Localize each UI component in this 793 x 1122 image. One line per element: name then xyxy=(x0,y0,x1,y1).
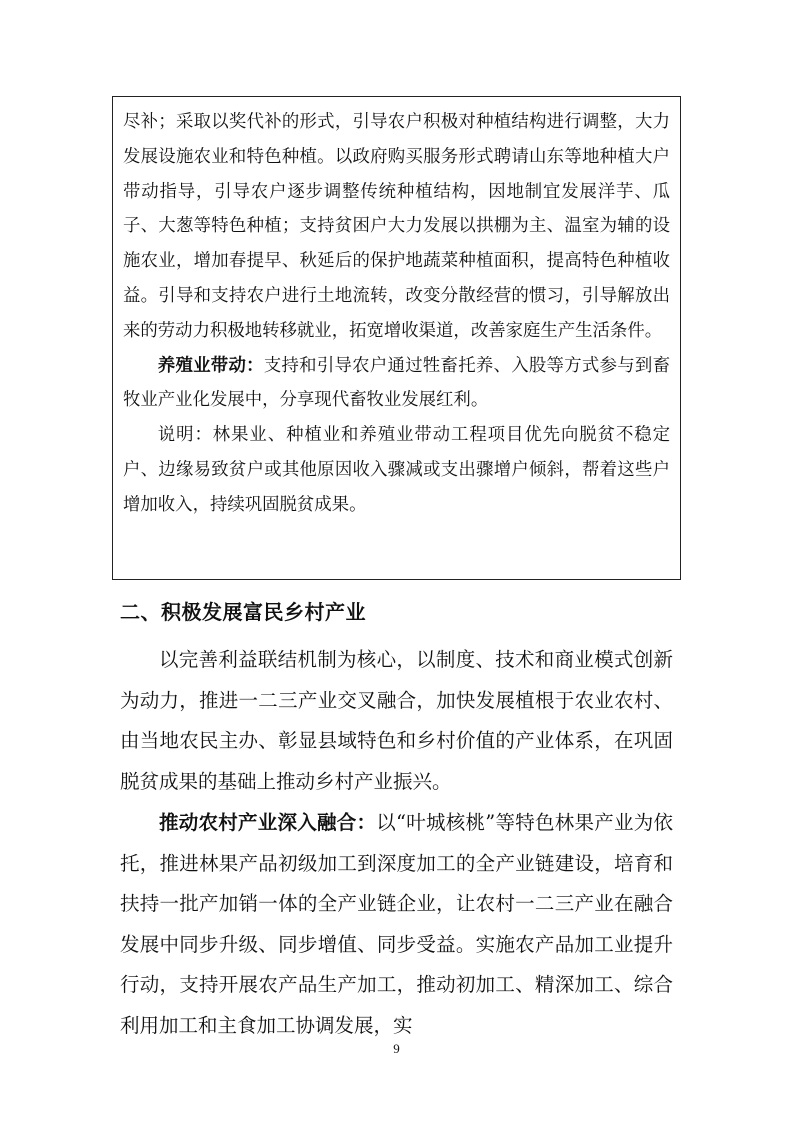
box-paragraph-livestock xyxy=(123,349,670,419)
section-title: 二、积极发展富民乡村产业 xyxy=(120,600,366,624)
section-integration xyxy=(120,803,673,1047)
section-paragraph-integration xyxy=(120,803,673,1047)
section-intro xyxy=(120,640,673,802)
integration-text: 以“叶城核桃”等特色林果产业为依托，推进林果产品初级加工到深度加工的全产业链建设，培育和扶持一批产加销一体的全产业链企业，让农村一二三产业在融合发展中同步升级、同步增值、同步受益。实施农产品加工业提升行动，支持开展农产品生产加工，推动初加工、精深加工、综合利用加工和主食加工协调发展，实 xyxy=(120,811,673,1037)
box-paragraph-planting: 尽补；采取以奖代补的形式，引导农户积极对种植结构进行调整，大力发展设施农业和特色种植。以政府购买服务形式聘请山东等地种植大户带动指导，引导农户逐步调整传统种植结构，因地制宜发展洋芋、瓜子、大葱等特色种植；支持贫困户大力发展以拱棚为主、温室为辅的设施农业，增加春提早、秋延后的保护地蔬菜种植面积，提高特色种植收益。引导和支持农户进行土地流转，改变分散经营的惯习，引导解放出来的劳动力积极地转移就业，拓宽增收渠道，改善家庭生产生活条件。 xyxy=(123,112,670,341)
section-paragraph-intro: 以完善利益联结机制为核心，以制度、技术和商业模式创新为动力，推进一二三产业交叉融合，加快发展植根于农业农村、由当地农民主办、彰显县域特色和乡村价值的产业体系，在巩固脱贫成果的基础上推动乡村产业振兴。 xyxy=(120,648,673,793)
livestock-heading: 养殖业带动： xyxy=(157,355,264,376)
policy-text-box xyxy=(112,96,681,580)
livestock-text: 支持和引导农户通过牲畜托养、入股等方式参与到畜牧业产业化发展中，分享现代畜牧业发展红利。 xyxy=(123,355,670,411)
integration-heading: 推动农村产业深入融合： xyxy=(159,811,377,834)
box-paragraph-note: 说明：林果业、种植业和养殖业带动工程项目优先向脱贫不稳定户、边缘易致贫户或其他原因收入骤减或支出骤增户倾斜，帮着这些户增加收入，持续巩固脱贫成果。 xyxy=(123,425,670,515)
page-number: 9 xyxy=(393,1041,400,1056)
